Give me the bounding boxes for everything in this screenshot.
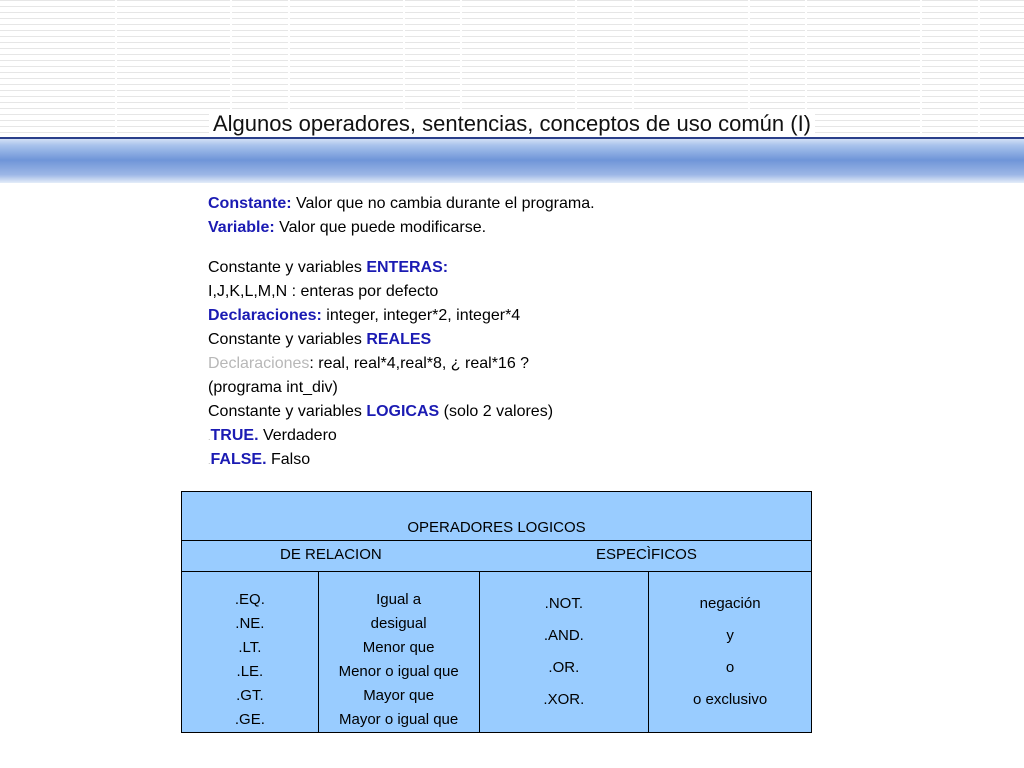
logicas-line [208,400,768,424]
relacion-ops-column [182,572,319,733]
reales-line [208,328,768,352]
relacion-op: .LT. [238,639,262,656]
relacion-desc: Menor que [362,639,435,656]
relacion-op: .GE. [234,711,265,728]
table-subheader-row [182,541,812,572]
especifico-op: .OR. [548,659,580,676]
relacion-desc: desigual [370,615,427,632]
especifico-desc: o [725,659,735,676]
especifico-op: .AND. [543,627,584,644]
subheader-relacion: DE RELACION [280,546,382,563]
relacion-desc-column [318,572,479,733]
false-text: Falso [266,451,311,468]
enteras-defecto-line [208,280,768,304]
false-dot: . [208,456,211,466]
title-band [0,137,1024,183]
logicas-suffix: (solo 2 valores) [439,403,554,420]
table-header-row [182,492,812,541]
enteras-line [208,256,768,280]
slide-title [0,108,1024,140]
false-line [208,448,768,472]
true-dot: . [208,432,211,442]
enteras-prefix: Constante y variables [208,259,367,276]
relacion-desc: Igual a [376,591,422,608]
subheader-especificos: ESPECÌFICOS [596,546,697,563]
especifico-desc: negación [699,595,761,612]
reales-prefix: Constante y variables [208,331,367,348]
especifico-desc: y [726,627,734,644]
slide-content [208,192,768,472]
variable-label: Variable: [208,219,275,236]
spacer [208,240,768,256]
table-header-cell [182,492,812,541]
especificos-desc-column [649,572,812,733]
table-subheader-cell [182,541,812,572]
operadores-table [181,491,812,733]
relacion-op: .LE. [236,663,264,680]
logicas-label: LOGICAS [366,403,440,420]
relacion-op: .NE. [235,615,265,632]
programa-text: (programa int_div) [208,379,338,396]
slide-title-text: Algunos operadores, sentencias, conceptos de uso común (I) [209,111,815,136]
true-text: Verdadero [258,427,337,444]
table-header-text: OPERADORES LOGICOS [407,518,586,536]
declaraciones-reales-label: Declaraciones [208,355,310,372]
declaraciones-reales-line [208,352,768,376]
variable-line [208,216,768,240]
declaraciones-reales-text: : real, real*4,real*8, ¿ real*16 ? [309,355,530,372]
relacion-op: .EQ. [234,591,265,608]
constante-line [208,192,768,216]
reales-label: REALES [366,331,432,348]
enteras-defecto-text: I,J,K,L,M,N : enteras por defecto [208,283,439,300]
declaraciones-label: Declaraciones: [208,307,322,324]
relacion-op: .GT. [236,687,264,704]
true-line [208,424,768,448]
true-label: TRUE. [210,427,259,444]
declaraciones-text: integer, integer*2, integer*4 [321,307,521,324]
relacion-desc: Mayor o igual que [339,711,459,728]
especifico-op: .NOT. [544,595,584,612]
especifico-op: .XOR. [543,691,585,708]
logicas-prefix: Constante y variables [208,403,367,420]
especificos-ops-column [479,572,649,733]
table-body-row [182,572,812,733]
relacion-desc: Mayor que [363,687,435,704]
variable-text: Valor que puede modificarse. [274,219,487,236]
relacion-desc: Menor o igual que [338,663,459,680]
title-band-line [0,137,1024,139]
constante-text: Valor que no cambia durante el programa. [291,195,595,212]
enteras-label: ENTERAS: [366,259,449,276]
false-label: FALSE. [210,451,267,468]
programa-line [208,376,768,400]
constante-label: Constante: [208,195,292,212]
declaraciones-line [208,304,768,328]
especifico-desc: o exclusivo [693,691,768,708]
